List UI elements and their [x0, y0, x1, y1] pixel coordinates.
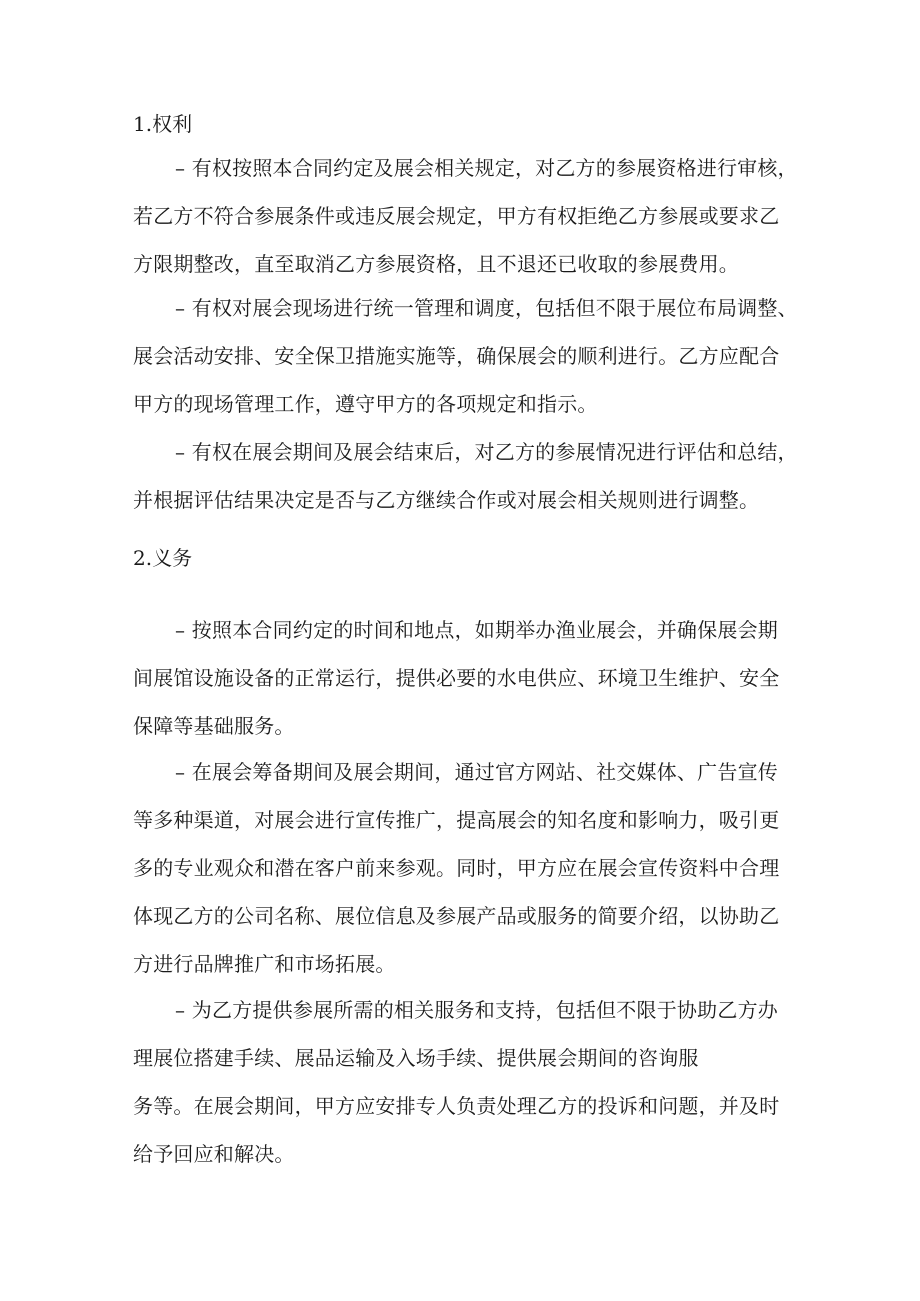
text-line: 间展馆设施设备的正常运行，提供必要的水电供应、环境卫生维护、安全 — [133, 666, 780, 690]
rights-paragraph-2 — [133, 296, 798, 416]
rights-paragraph-3 — [133, 440, 798, 512]
text-line: 方限期整改，直至取消乙方参展资格，且不退还已收取的参展费用。 — [133, 252, 739, 276]
text-line: 方进行品牌推广和市场拓展。 — [133, 952, 396, 976]
text-line: 务等。在展会期间，甲方应安排专人负责处理乙方的投诉和问题，并及时 — [133, 1094, 780, 1118]
text-line: 理展位搭建手续、展品运输及入场手续、提供展会期间的咨询服 — [133, 1046, 699, 1070]
text-line: 甲方的现场管理工作，遵守甲方的各项规定和指示。 — [133, 392, 598, 416]
text-line: – 有权在展会期间及展会结束后，对乙方的参展情况进行评估和总结， — [175, 440, 798, 464]
text-line: 保障等基础服务。 — [133, 714, 295, 738]
text-line: 等多种渠道，对展会进行宣传推广，提高展会的知名度和影响力，吸引更 — [133, 808, 780, 832]
text-line: 并根据评估结果决定是否与乙方继续合作或对展会相关规则进行调整。 — [133, 488, 760, 512]
text-line: 给予回应和解决。 — [133, 1142, 295, 1166]
section-heading-rights: 1.权利 — [133, 112, 193, 136]
rights-paragraph-1 — [133, 156, 798, 276]
text-line: – 有权按照本合同约定及展会相关规定，对乙方的参展资格进行审核， — [175, 156, 798, 180]
text-line: – 按照本合同约定的时间和地点，如期举办渔业展会，并确保展会期 — [175, 618, 778, 642]
text-line: 展会活动安排、安全保卫措施实施等，确保展会的顺利进行。乙方应配合 — [133, 344, 780, 368]
text-line: – 在展会筹备期间及展会期间，通过官方网站、社交媒体、广告宣传 — [175, 760, 778, 784]
text-line: 多的专业观众和潜在客户前来参观。同时，甲方应在展会宣传资料中合理 — [133, 856, 780, 880]
text-line: – 有权对展会现场进行统一管理和调度，包括但不限于展位布局调整、 — [175, 296, 798, 320]
section-heading-obligations: 2.义务 — [133, 546, 193, 570]
text-line: – 为乙方提供参展所需的相关服务和支持，包括但不限于协助乙方办 — [175, 998, 778, 1022]
obligations-paragraph-1 — [133, 618, 778, 738]
text-line: 体现乙方的公司名称、展位信息及参展产品或服务的简要介绍，以协助乙 — [133, 904, 780, 928]
text-line: 若乙方不符合参展条件或违反展会规定，甲方有权拒绝乙方参展或要求乙 — [133, 204, 780, 228]
obligations-paragraph-2 — [133, 760, 778, 976]
obligations-paragraph-3 — [133, 998, 778, 1166]
